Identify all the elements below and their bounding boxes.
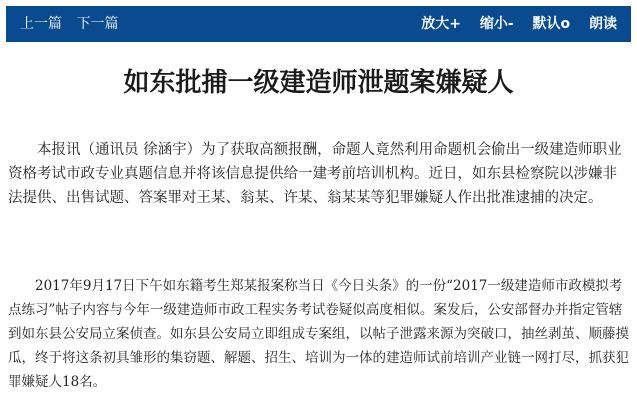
zoom-out-button[interactable]: 缩小- xyxy=(479,16,514,32)
read-aloud-button[interactable]: 朗读 xyxy=(589,16,617,32)
default-size-button[interactable]: 默认o xyxy=(532,16,571,32)
article-paragraph: 本报讯（通讯员 徐涵宇）为了获取高额报酬，命题人竟然利用命题机会偷出一级建造师职业资格考试市政专业真题信息并将该信息提供给一建考前培训机构。近日，如东县检察院以涉嫌非法提供、出售试题、答案罪对王某、翁某、许某、翁某某等犯罪嫌疑人作出批准逮捕的决定。 xyxy=(8,142,622,206)
zoom-in-button[interactable]: 放大+ xyxy=(421,16,461,32)
reading-controls xyxy=(421,6,617,42)
article-navigation xyxy=(20,6,128,42)
previous-article-link[interactable]: 上一篇 xyxy=(20,16,62,32)
article-paragraph: 2017年9月17日下午如东籍考生郑某报案称当日《今日头条》的一份“2017一级建造师市政模拟考点练习”帖子内容与今年一级建造师市政工程实务考试卷疑似高度相似。案发后，公安部督办并指定管辖到如东县公安局立案侦查。如东县公安局立即组成专案组，以帖子泄露来源为突破口，抽丝剥茧、顺藤摸瓜，终于将这条初具雏形的集窃题、解题、招生、培训为一体的建造师试前培训产业链一网打尽，抓获犯罪嫌疑人18名。 xyxy=(8,278,629,390)
article-title: 如东批捕一级建造师泄题案嫌疑人 xyxy=(123,68,514,98)
next-article-link[interactable]: 下一篇 xyxy=(76,16,119,32)
article-toolbar xyxy=(6,6,631,42)
